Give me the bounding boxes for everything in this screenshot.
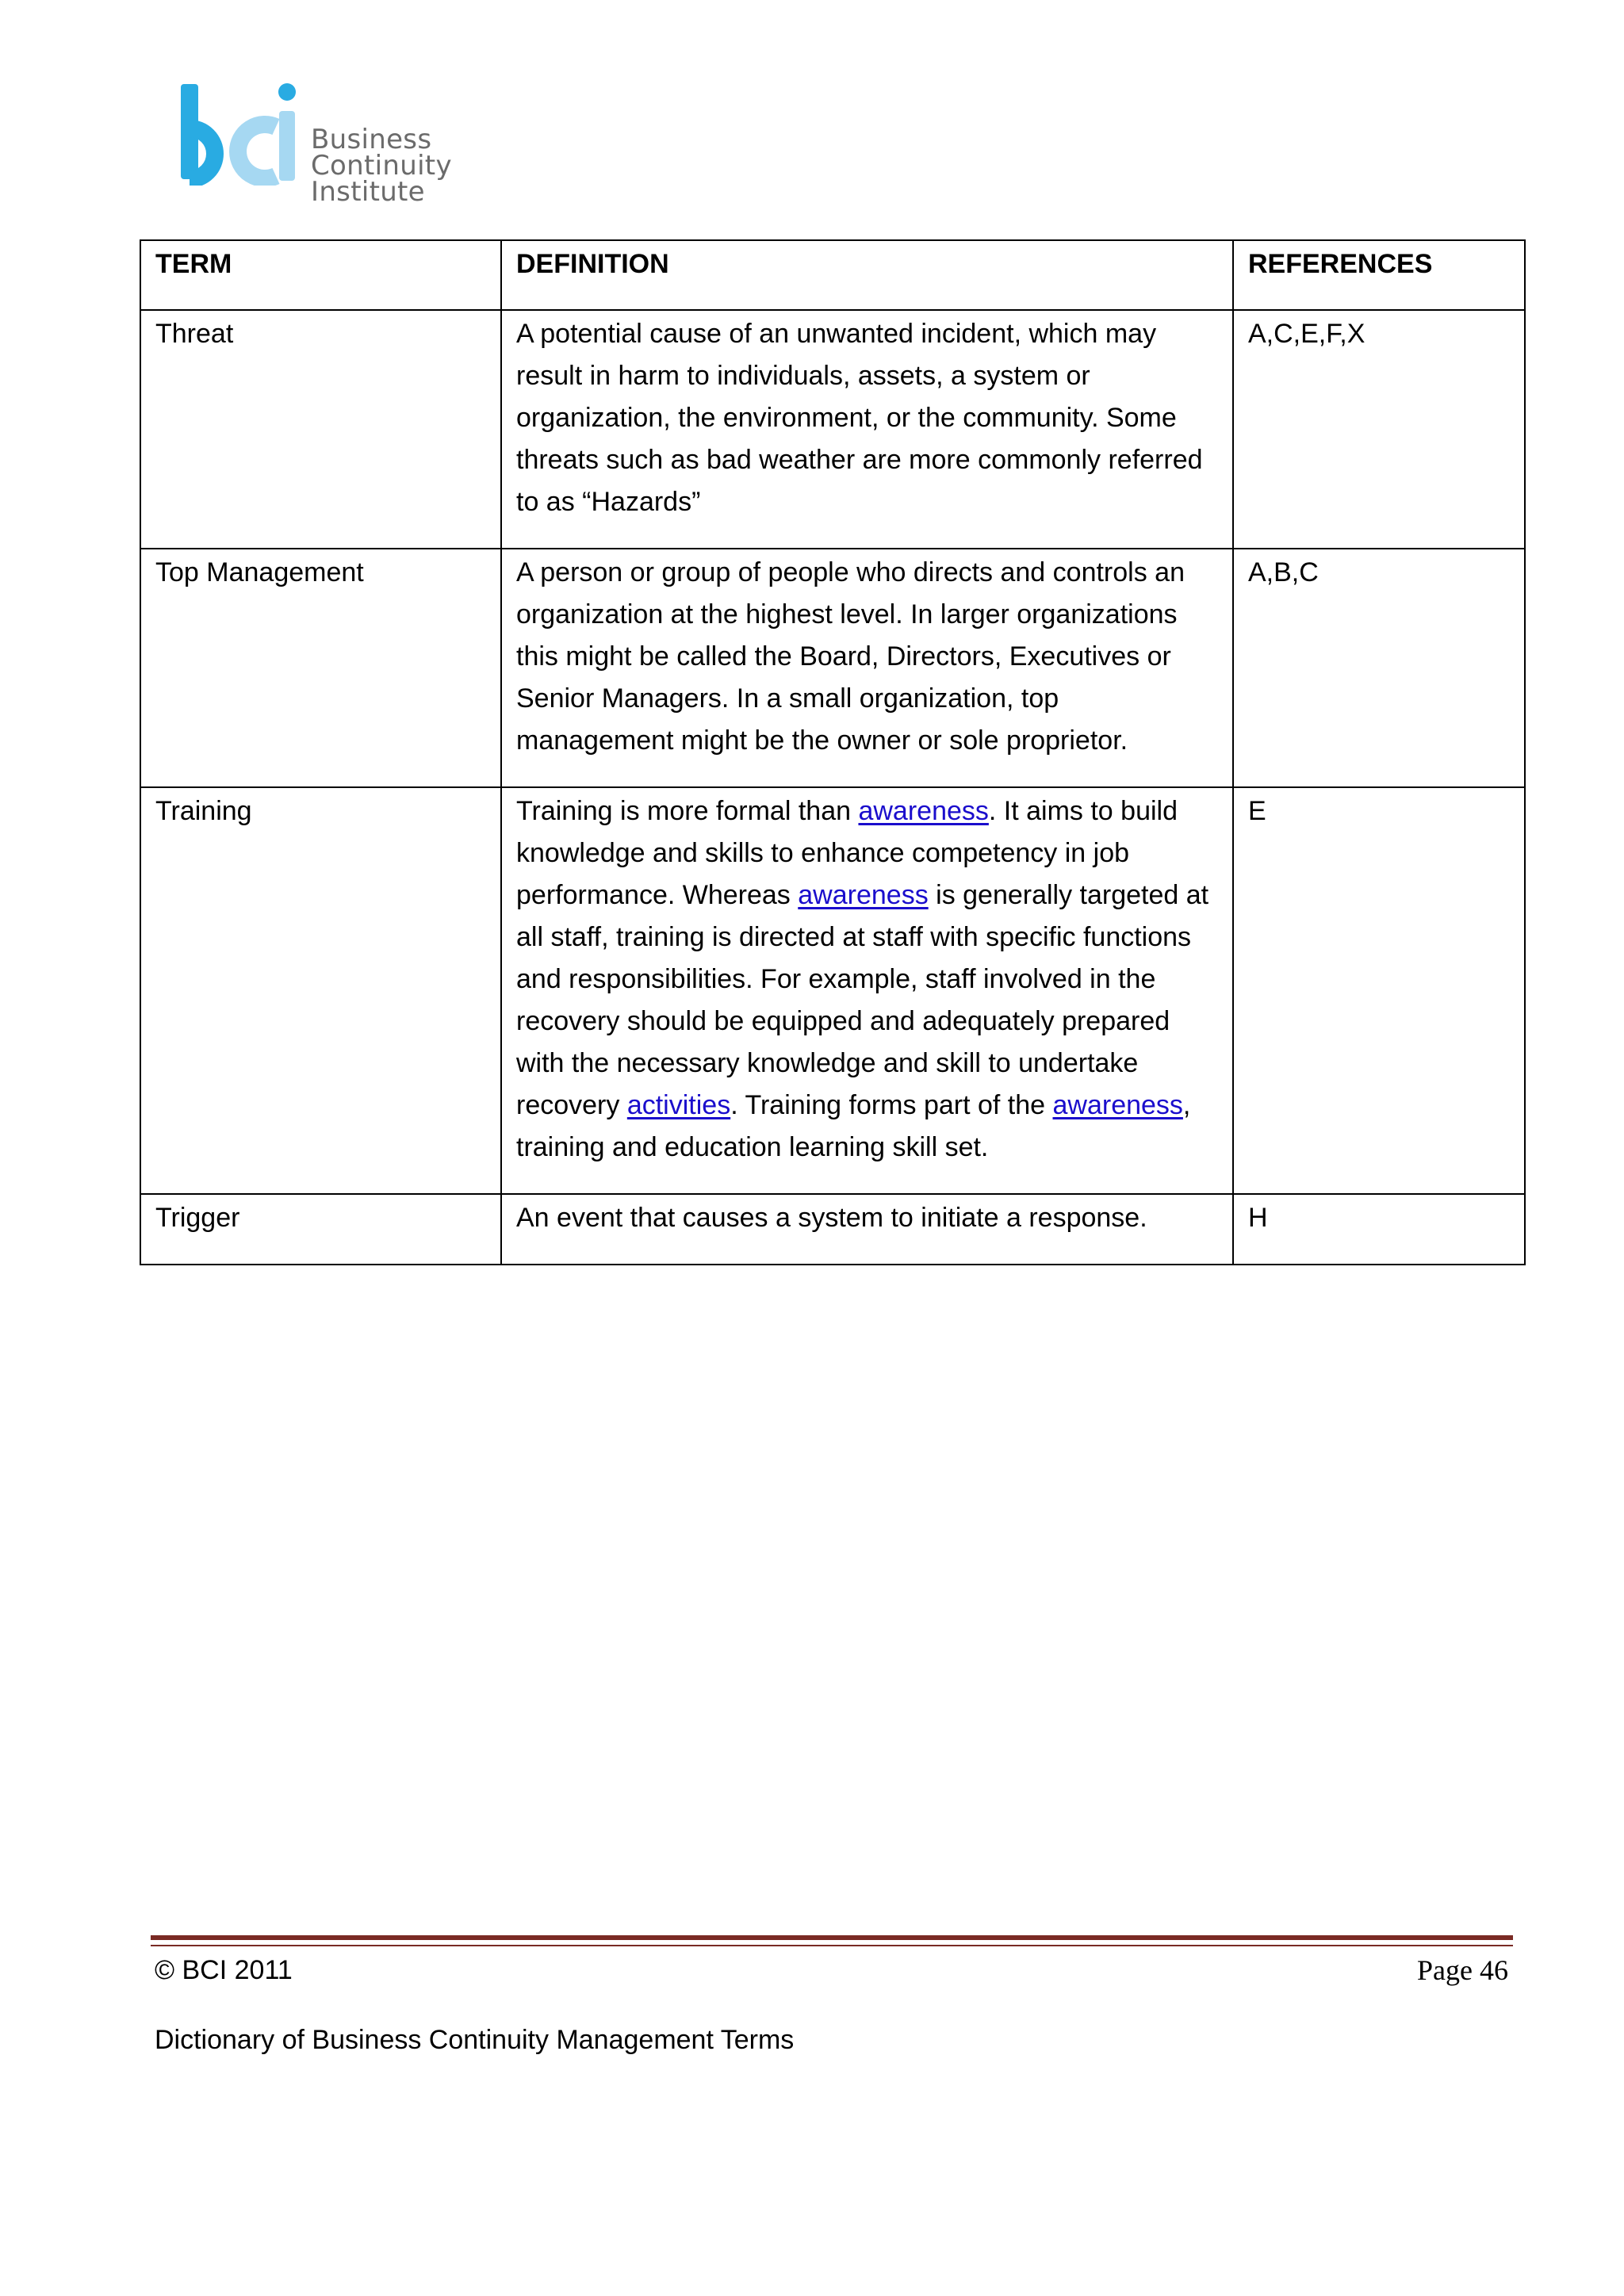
definition-text: A person or group of people who directs and controls an organization at the highest level. In larger organizations this might be called the Board, Directors, Executives or Senior Managers. In a small organization, top management might be the owner or sole proprietor. bbox=[516, 557, 1185, 756]
footer-copyright: © BCI 2011 bbox=[155, 1955, 293, 1985]
definition-text: , training and education learning skill set. bbox=[516, 1090, 1191, 1162]
definition-cell bbox=[501, 1194, 1233, 1265]
logo-wordmark bbox=[311, 124, 557, 208]
definition-text: An event that causes a system to initiate a response. bbox=[516, 1203, 1147, 1233]
glossary-table bbox=[140, 239, 1526, 1265]
definition-text: is generally targeted at all staff, training is directed at staff with specific functions and responsibilities. For example, staff involved in the recovery should be equipped and adequately prepared with the necessary knowledge and skill to undertake recovery bbox=[516, 880, 1209, 1120]
definition-text: A potential cause of an unwanted incident, which may result in harm to individuals, assets, a system or organization, the environment, or the community. Some threats such as bad weather are more commonly referred to as “Hazards” bbox=[516, 319, 1203, 517]
logo-name-line1: Business Continuity bbox=[311, 124, 452, 182]
term-cell: Top Management bbox=[140, 549, 501, 787]
definition-text: . Training forms part of the bbox=[730, 1090, 1053, 1120]
definition-text: . It aims to build knowledge and skills to enhance competency in job performance. Whereas bbox=[516, 796, 1178, 910]
glossary-link[interactable]: activities bbox=[626, 1090, 731, 1120]
footer-rule-thin bbox=[151, 1945, 1513, 1946]
glossary-link[interactable]: awareness bbox=[858, 796, 989, 826]
column-header-definition: DEFINITION bbox=[501, 240, 1233, 310]
logo-name-line2: Institute bbox=[311, 176, 425, 208]
references-cell: E bbox=[1233, 787, 1525, 1194]
glossary-link[interactable]: awareness bbox=[798, 880, 929, 910]
table-header bbox=[140, 240, 1525, 310]
bci-logo-mark-icon bbox=[176, 82, 311, 186]
bci-logo bbox=[176, 82, 557, 208]
table-row bbox=[140, 310, 1525, 549]
glossary-link[interactable]: awareness bbox=[1052, 1090, 1183, 1120]
column-header-term: TERM bbox=[140, 240, 501, 310]
table-row bbox=[140, 1194, 1525, 1265]
definition-text: Training is more formal than bbox=[516, 796, 859, 826]
column-header-references: REFERENCES bbox=[1233, 240, 1525, 310]
term-cell: Training bbox=[140, 787, 501, 1194]
footer-document-title: Dictionary of Business Continuity Management Terms bbox=[155, 2025, 795, 2055]
term-cell: Trigger bbox=[140, 1194, 501, 1265]
references-cell: H bbox=[1233, 1194, 1525, 1265]
table-header-row bbox=[140, 240, 1525, 310]
table-row bbox=[140, 787, 1525, 1194]
definition-cell bbox=[501, 787, 1233, 1194]
table-body bbox=[140, 310, 1525, 1265]
term-cell: Threat bbox=[140, 310, 501, 549]
definition-cell bbox=[501, 310, 1233, 549]
table-row bbox=[140, 549, 1525, 787]
definition-cell bbox=[501, 549, 1233, 787]
references-cell: A,B,C bbox=[1233, 549, 1525, 787]
references-cell: A,C,E,F,X bbox=[1233, 310, 1525, 549]
footer-page-number: Page 46 bbox=[1417, 1954, 1508, 1986]
footer-rule bbox=[151, 1935, 1513, 1940]
